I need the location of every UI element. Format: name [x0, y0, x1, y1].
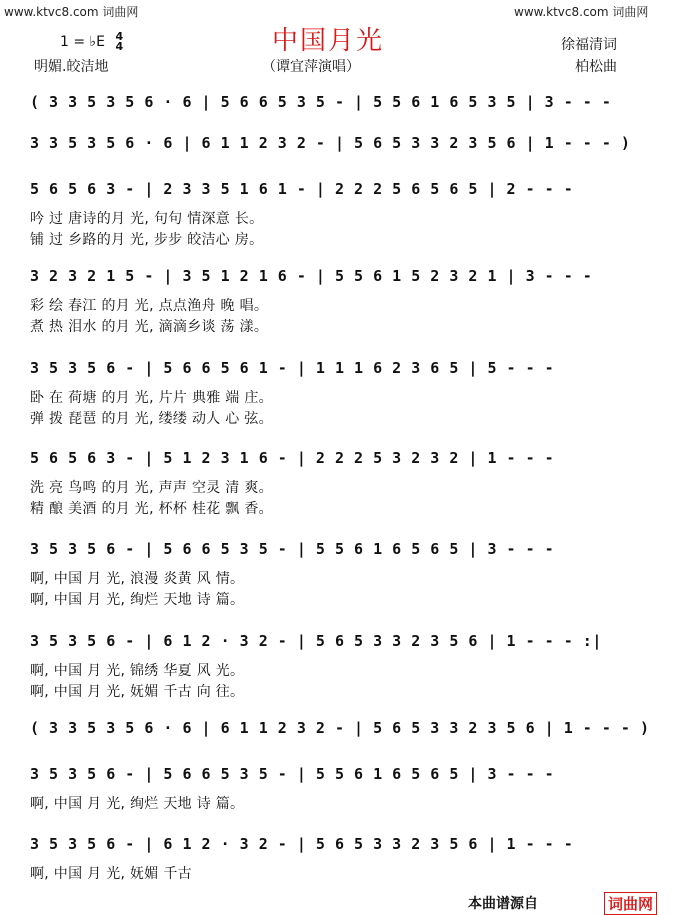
time-bottom: 4: [115, 40, 124, 53]
time-top: 4: [115, 30, 124, 43]
lyric-line: 铺 过 乡路的月 光, 步步 皎洁心 房。: [30, 232, 264, 248]
style-marking: 明媚.皎洁地: [34, 59, 109, 75]
lyricist-credit: 徐福清词: [561, 37, 617, 53]
watermark-left: www.ktvc8.com 词曲网: [4, 5, 139, 19]
singer-credit: （谭宜萍演唱）: [262, 59, 360, 75]
notation-line: 5 6 5 6 3 - | 2 3 3 5 1 6 1 - | 2 2 2 5 6 5 6 5 | 2 - - -: [30, 180, 574, 198]
footer-source: 本曲谱源自: [468, 896, 538, 912]
notation-line: ( 3 3 5 3 5 6 · 6 | 5 6 6 5 3 5 - | 5 5 6 1 6 5 3 5 | 3 - - -: [30, 93, 612, 111]
lyric-line: 精 酿 美酒 的月 光, 杯杯 桂花 飘 香。: [30, 501, 273, 517]
notation-line: 5 6 5 6 3 - | 5 1 2 3 1 6 - | 2 2 2 5 3 2 3 2 | 1 - - -: [30, 449, 555, 467]
watermark-right: www.ktvc8.com 词曲网: [514, 5, 649, 19]
notation-line: 3 5 3 5 6 - | 6 1 2 · 3 2 - | 5 6 5 3 3 2 3 5 6 | 1 - - -: [30, 835, 574, 853]
lyric-line: 啊, 中国 月 光, 妩媚 千古 向 往。: [30, 684, 245, 700]
notation-line: 3 5 3 5 6 - | 5 6 6 5 6 1 - | 1 1 1 6 2 3 6 5 | 5 - - -: [30, 359, 555, 377]
lyric-line: 啊, 中国 月 光, 绚烂 天地 诗 篇。: [30, 796, 245, 812]
notation-line: 3 5 3 5 6 - | 5 6 6 5 3 5 - | 5 5 6 1 6 5 6 5 | 3 - - -: [30, 765, 555, 783]
notation-line: 3 5 3 5 6 - | 5 6 6 5 3 5 - | 5 5 6 1 6 5 6 5 | 3 - - -: [30, 540, 555, 558]
lyric-line: 洗 亮 鸟鸣 的月 光, 声声 空灵 清 爽。: [30, 480, 273, 496]
lyric-line: 啊, 中国 月 光, 锦绣 华夏 风 光。: [30, 663, 245, 679]
lyric-line: 吟 过 唐诗的月 光, 句句 情深意 长。: [30, 211, 264, 227]
notation-line: ( 3 3 5 3 5 6 · 6 | 6 1 1 2 3 2 - | 5 6 5 3 3 2 3 5 6 | 1 - - - ): [30, 719, 650, 737]
notation-line: 3 3 5 3 5 6 · 6 | 6 1 1 2 3 2 - | 5 6 5 3 3 2 3 5 6 | 1 - - - ): [30, 134, 631, 152]
key-prefix: 1 = ♭E: [60, 34, 105, 50]
lyric-line: 啊, 中国 月 光, 绚烂 天地 诗 篇。: [30, 592, 245, 608]
song-title: 中国月光: [272, 26, 385, 56]
lyric-line: 啊, 中国 月 光, 妩媚 千古: [30, 866, 192, 882]
composer-credit: 柏松曲: [575, 59, 617, 75]
lyric-line: 彩 绘 春江 的月 光, 点点渔舟 晚 唱。: [30, 298, 269, 314]
lyric-line: 卧 在 荷塘 的月 光, 片片 典雅 端 庄。: [30, 390, 273, 406]
key-signature: [60, 32, 123, 52]
lyric-line: 煮 热 泪水 的月 光, 滴滴乡谈 荡 漾。: [30, 319, 269, 335]
notation-line: 3 2 3 2 1 5 - | 3 5 1 2 1 6 - | 5 5 6 1 5 2 3 2 1 | 3 - - -: [30, 267, 593, 285]
footer-brand: 词曲网: [604, 892, 657, 915]
lyric-line: 啊, 中国 月 光, 浪漫 炎黄 风 情。: [30, 571, 245, 587]
lyric-line: 弹 拨 琵琶 的月 光, 缕缕 动人 心 弦。: [30, 411, 273, 427]
time-signature: [115, 32, 123, 52]
notation-line: 3 5 3 5 6 - | 6 1 2 · 3 2 - | 5 6 5 3 3 2 3 5 6 | 1 - - - :|: [30, 632, 602, 650]
